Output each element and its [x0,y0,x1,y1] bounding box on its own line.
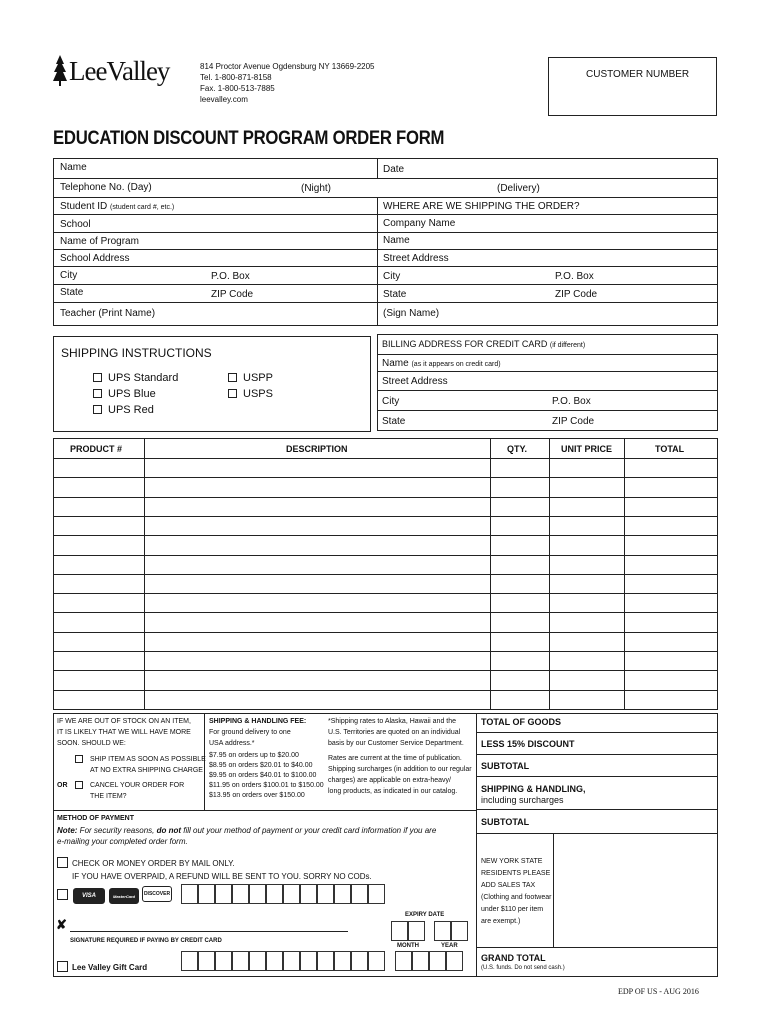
shipping-rate: $7.95 on orders up to $20.00 [209,752,299,759]
gift-card-label: Lee Valley Gift Card [72,963,148,972]
card-number-cell[interactable] [283,884,300,904]
form-code: EDP OF US - AUG 2016 [618,987,699,996]
card-number-cell[interactable] [317,884,334,904]
stock-question-line: SOON. SHOULD WE: [57,740,126,747]
page-title: EDUCATION DISCOUNT PROGRAM ORDER FORM [53,128,445,149]
address-line: 814 Proctor Avenue Ogdensburg NY 13669-2205 [200,62,375,71]
expiry-cell[interactable] [408,921,425,941]
payment-note-line2: e-mailing your completed order form. [57,837,188,846]
subtotal-label: SUBTOTAL [481,761,530,771]
payment-note-prefix: Note: [57,826,78,835]
total-header: TOTAL [655,444,685,454]
ny-tax-note: RESIDENTS PLEASE [481,870,551,877]
telephone-day-field[interactable]: Telephone No. (Day) [60,182,152,193]
customer-number-label: CUSTOMER NUMBER [586,69,690,80]
product-row[interactable] [54,517,717,535]
stock-question-line: IT IS LIKELY THAT WE WILL HAVE MORE [57,729,191,736]
discover-card-icon: DISCOVER [142,886,172,902]
billing-name-field[interactable] [382,358,501,370]
billing-title [382,339,585,350]
ups-standard-label: UPS Standard [108,372,179,384]
qty-header: QTY. [507,444,528,454]
card-number-cell[interactable] [232,884,249,904]
product-row[interactable] [54,498,717,516]
expiry-cell[interactable] [391,921,408,941]
student-id-note: (student card #, etc.) [110,204,175,211]
product-row[interactable] [54,536,717,554]
month-label: MONTH [397,943,419,949]
product-row[interactable] [54,633,717,651]
visa-card-icon: VISA [73,888,105,904]
ship-po-box-field[interactable]: P.O. Box [555,271,594,282]
billing-name-note: (as it appears on credit card) [411,361,501,368]
shipping-fee-intro: USA address.* [209,740,255,747]
ups-standard-checkbox[interactable] [93,373,102,382]
shipping-note: Shipping surcharges (in addition to our regular [328,766,472,773]
card-number-cell[interactable] [351,884,368,904]
billing-po-box-field[interactable]: P.O. Box [552,396,591,407]
ship-asap-label: AT NO EXTRA SHIPPING CHARGE [90,767,203,774]
product-row[interactable] [54,671,717,689]
total-of-goods-label: TOTAL OF GOODS [481,717,562,727]
ny-tax-note: under $110 per item [481,906,544,913]
card-number-cell[interactable] [181,884,198,904]
shipping-instructions-title: SHIPPING INSTRUCTIONS [61,346,212,360]
card-number-cell[interactable] [215,884,232,904]
payment-note [57,826,436,835]
cancel-item-label: CANCEL YOUR ORDER FOR [90,782,185,789]
including-surcharges-label: including surcharges [481,795,564,805]
zip-code-field[interactable]: ZIP Code [211,289,254,300]
signature-x-icon: ✘ [56,917,67,932]
ups-red-checkbox[interactable] [93,405,102,414]
shipping-fee-intro: For ground delivery to one [209,729,291,736]
telephone-delivery-field[interactable]: (Delivery) [497,183,540,194]
shipping-note: basis by our Customer Service Department. [328,740,464,747]
product-row[interactable] [54,652,717,670]
telephone-night-field[interactable]: (Night) [301,183,332,194]
payment-note-bold: do not [156,826,182,835]
product-row[interactable] [54,478,717,496]
ship-asap-label: SHIP ITEM AS SOON AS POSSIBLE [90,756,206,763]
credit-card-checkbox[interactable] [57,889,68,900]
card-number-cell[interactable] [266,884,283,904]
billing-street-field[interactable]: Street Address [382,376,448,387]
shipping-note: charges) are applicable on extra-heavy/ [328,777,451,784]
where-shipping-heading: WHERE ARE WE SHIPPING THE ORDER? [383,201,580,212]
unit-price-header: UNIT PRICE [561,444,613,454]
expiry-cell[interactable] [451,921,468,941]
gift-card-cell[interactable] [249,951,266,971]
check-money-order-label: CHECK OR MONEY ORDER BY MAIL ONLY. [72,859,235,868]
school-address-field[interactable]: School Address [60,253,130,264]
grand-total-note: (U.S. funds. Do not send cash.) [481,965,565,971]
payment-note-mid1: For security reasons, [77,826,157,835]
shipping-note: long products, as indicated in our catalog. [328,788,458,795]
shipping-fee-title: SHIPPING & HANDLING FEE: [209,718,307,725]
product-row[interactable] [54,556,717,574]
gift-card-cell[interactable] [412,951,429,971]
street-address-field[interactable]: Street Address [383,253,449,264]
card-number-cell[interactable] [368,884,385,904]
shipping-note: U.S. Territories are quoted on an individual [328,729,461,736]
shipping-rate: $9.95 on orders $40.01 to $100.00 [209,772,317,779]
ship-state-field[interactable]: State [383,289,407,300]
po-box-field[interactable]: P.O. Box [211,271,250,282]
billing-title-text: BILLING ADDRESS FOR CREDIT CARD [382,339,548,349]
card-number-cell[interactable] [300,884,317,904]
product-row[interactable] [54,691,717,709]
cancel-item-checkbox[interactable] [75,781,83,789]
product-row[interactable] [54,575,717,593]
or-label: OR [57,782,68,789]
overpaid-note: IF YOU HAVE OVERPAID, A REFUND WILL BE SENT TO YOU. SORRY NO CODs. [72,872,372,881]
billing-zip-field[interactable]: ZIP Code [552,416,595,427]
card-number-cell[interactable] [249,884,266,904]
gift-card-cell[interactable] [446,951,463,971]
billing-name-label: Name [382,358,409,369]
billing-city-field[interactable]: City [382,396,400,407]
check-money-order-checkbox[interactable] [57,857,68,868]
gift-card-cell[interactable] [429,951,446,971]
shipping-handling-label: SHIPPING & HANDLING, [481,784,586,794]
logo [52,55,182,89]
ups-red-label: UPS Red [108,404,154,416]
gift-card-cell[interactable] [283,951,300,971]
ny-tax-note: are exempt.) [481,918,521,925]
city-field[interactable]: City [60,270,78,281]
uspp-checkbox[interactable] [228,373,237,382]
teacher-name-field[interactable]: Teacher (Print Name) [60,308,156,319]
shipping-note: *Shipping rates to Alaska, Hawaii and the [328,718,457,725]
student-id-field[interactable] [60,201,174,213]
ship-asap-checkbox[interactable] [75,755,83,763]
name-of-program-field[interactable]: Name of Program [60,236,139,247]
signature-label: SIGNATURE REQUIRED IF PAYING BY CREDIT CARD [70,938,222,944]
mastercard-card-icon: MasterCard [109,888,139,904]
shipping-rate: $11.95 on orders $100.01 to $150.00 [209,782,324,789]
less-discount-label: LESS 15% DISCOUNT [481,739,575,749]
card-number-cell[interactable] [334,884,351,904]
ny-tax-note: NEW YORK STATE [481,858,543,865]
tree-icon [52,55,68,87]
payment-title: METHOD OF PAYMENT [57,815,135,822]
usps-checkbox[interactable] [228,389,237,398]
billing-title-note: (if different) [549,342,586,349]
billing-state-field[interactable]: State [382,416,406,427]
grand-total-label: GRAND TOTAL [481,953,546,963]
school-field[interactable]: School [60,219,91,230]
subtotal-label-2: SUBTOTAL [481,817,530,827]
ups-blue-checkbox[interactable] [93,389,102,398]
gift-card-cell[interactable] [232,951,249,971]
expiry-date-label: EXPIRY DATE [405,912,445,918]
gift-card-cell[interactable] [317,951,334,971]
stock-question-line: IF WE ARE OUT OF STOCK ON AN ITEM, [57,718,191,725]
company-name-field[interactable]: Company Name [383,218,456,229]
product-row[interactable] [54,594,717,612]
gift-card-cell[interactable] [266,951,283,971]
ny-tax-note: ADD SALES TAX [481,882,536,889]
date-field[interactable]: Date [383,164,405,175]
ship-city-field[interactable]: City [383,271,401,282]
phone-line: Tel. 1-800-871-8158 [200,73,272,82]
gift-card-cell[interactable] [181,951,198,971]
gift-card-cell[interactable] [198,951,215,971]
customer-number-box[interactable] [548,57,717,116]
card-number-cell[interactable] [198,884,215,904]
payment-note-mid2: fill out your method of payment or your credit card information if you are [181,826,437,835]
usps-label: USPS [243,388,273,400]
ups-blue-label: UPS Blue [108,388,156,400]
shipping-rate: $13.95 on orders over $150.00 [209,792,305,799]
gift-card-cell[interactable] [300,951,317,971]
website-line: leevalley.com [200,95,248,104]
cancel-item-label: THE ITEM? [90,793,127,800]
description-header: DESCRIPTION [286,444,348,454]
gift-card-cell[interactable] [351,951,368,971]
expiry-cell[interactable] [434,921,451,941]
gift-card-cell[interactable] [395,951,412,971]
gift-card-cell[interactable] [215,951,232,971]
product-row[interactable] [54,459,717,477]
gift-card-cell[interactable] [334,951,351,971]
year-label: YEAR [441,943,458,949]
signature-line[interactable] [70,931,348,932]
ship-zip-field[interactable]: ZIP Code [555,289,598,300]
fax-line: Fax. 1-800-513-7885 [200,84,275,93]
state-field[interactable]: State [60,287,84,298]
product-number-header: PRODUCT # [70,444,123,454]
ny-tax-note: (Clothing and footwear [481,894,552,901]
uspp-label: USPP [243,372,273,384]
sign-name-field[interactable]: (Sign Name) [383,308,440,319]
product-row[interactable] [54,613,717,631]
shipping-rate: $8.95 on orders $20.01 to $40.00 [209,762,313,769]
gift-card-cell[interactable] [368,951,385,971]
gift-card-checkbox[interactable] [57,961,68,972]
name-field[interactable]: Name [60,162,87,173]
ship-name-field[interactable]: Name [383,235,410,246]
student-id-label: Student ID [60,201,108,212]
logo-text: LeeValley [69,56,170,86]
shipping-note: Rates are current at the time of publication. [328,755,462,762]
